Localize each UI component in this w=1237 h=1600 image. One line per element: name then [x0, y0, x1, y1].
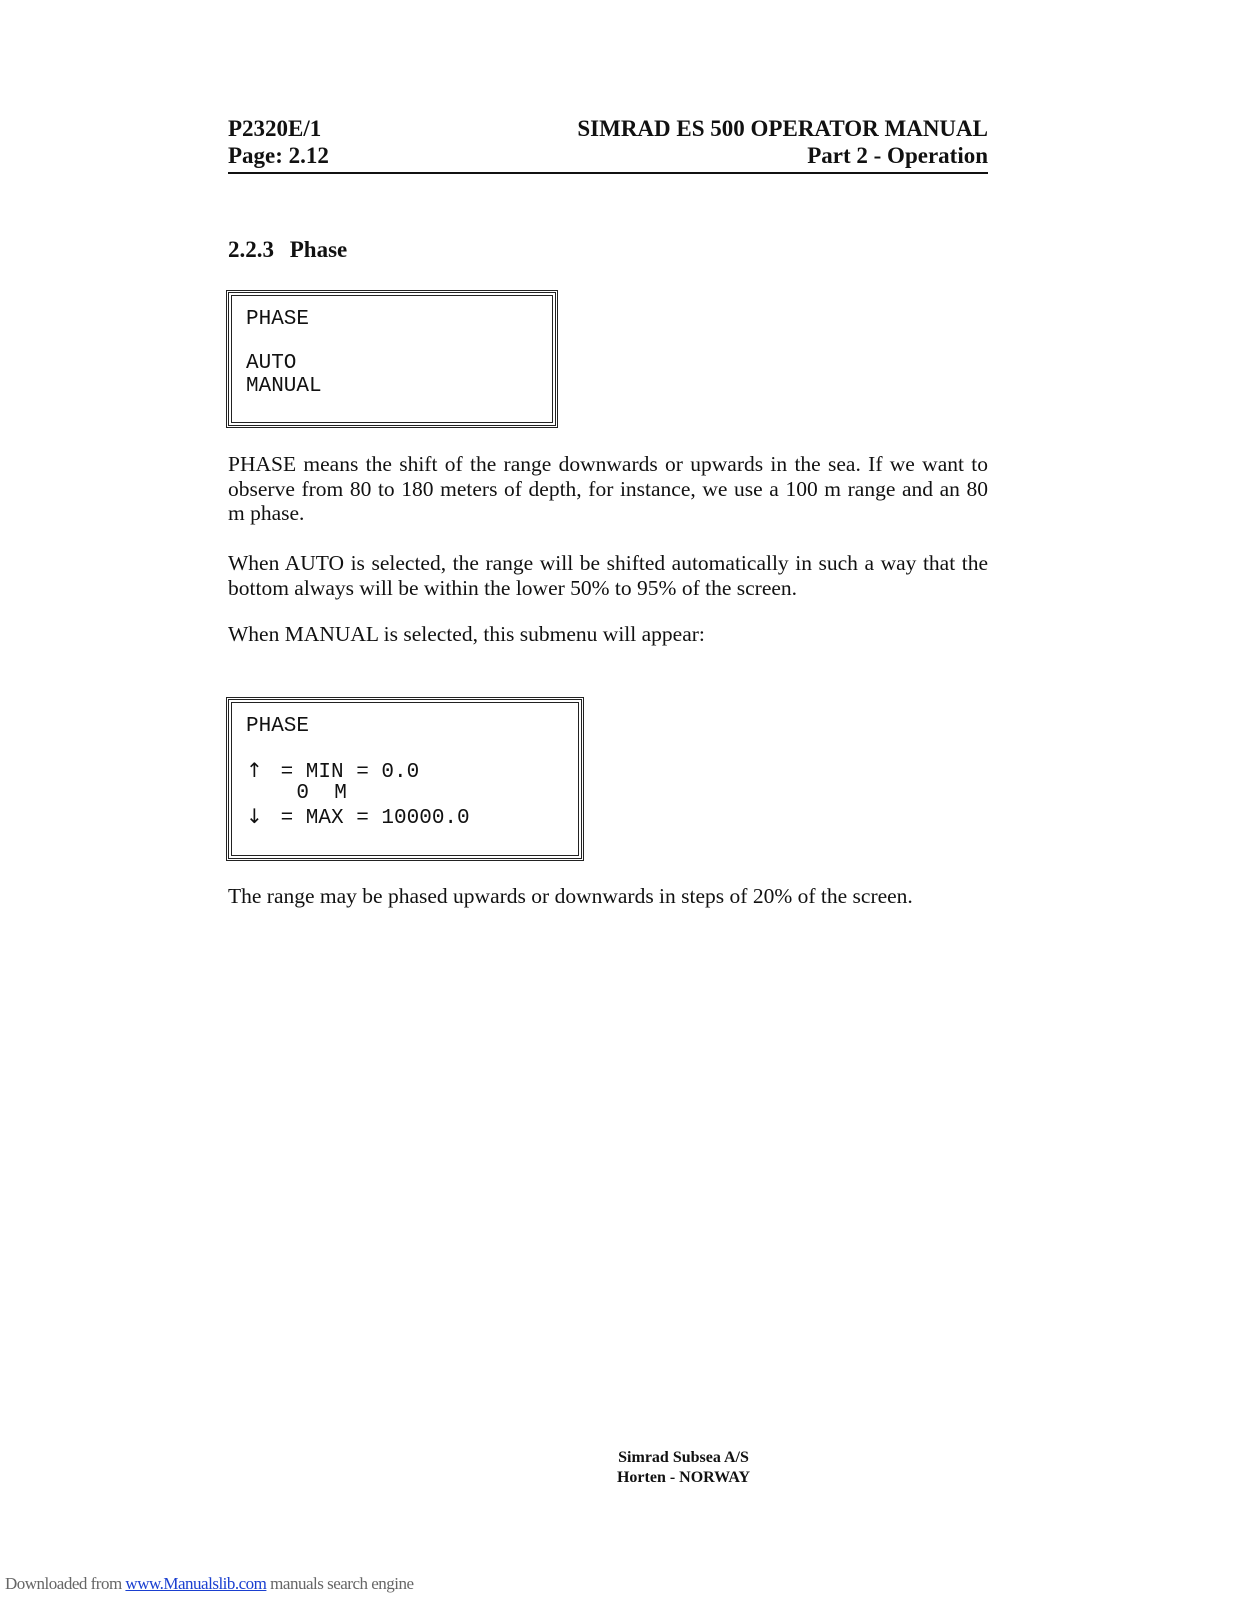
down-arrow-icon: ↓ — [246, 804, 263, 828]
menu-option-manual: MANUAL — [246, 375, 322, 398]
part-title: Part 2 - Operation — [807, 143, 988, 168]
doc-number: P2320E/1 — [228, 116, 322, 141]
paragraph-phase-definition: PHASE means the shift of the range downwards or upwards in the sea. If we want to observe from 80 to 180 meters of depth, for instance, we use a 100 m range and an 80 m phase. — [228, 452, 988, 525]
footer-location: Horten - NORWAY — [616, 1469, 751, 1486]
page-header — [228, 115, 988, 174]
paragraph-auto: When AUTO is selected, the range will be shifted automatically in such a way that the bottom always will be within the lower 50% to 95% of the screen. — [228, 551, 988, 600]
max-text: = MAX = 10000.0 — [268, 807, 470, 830]
page-footer — [0, 1448, 1237, 1488]
download-banner — [5, 1574, 414, 1594]
submenu-min-row — [246, 759, 564, 782]
submenu-title: PHASE — [246, 715, 310, 738]
menu-title: PHASE — [246, 308, 310, 331]
submenu-value-row: 0 M — [246, 782, 347, 805]
phase-menu-box — [228, 292, 556, 426]
up-arrow-icon: ↑ — [246, 758, 263, 782]
download-suffix: manuals search engine — [266, 1574, 414, 1593]
section-title: Phase — [289, 237, 348, 262]
download-prefix: Downloaded from — [5, 1574, 126, 1593]
submenu-max-row — [246, 805, 564, 828]
paragraph-manual: When MANUAL is selected, this submenu will appear: — [228, 622, 705, 646]
paragraph-steps: The range may be phased upwards or downwards in steps of 20% of the screen. — [228, 884, 913, 908]
section-number: 2.2.3 — [228, 237, 274, 262]
footer-company: Simrad Subsea A/S — [618, 1449, 749, 1466]
menu-option-auto: AUTO — [246, 352, 297, 375]
manual-title: SIMRAD ES 500 OPERATOR MANUAL — [577, 116, 988, 141]
page-label: Page: 2.12 — [228, 143, 329, 168]
manualslib-link[interactable]: www.Manualslib.com — [125, 1574, 267, 1593]
min-text: = MIN = 0.0 — [268, 761, 420, 784]
phase-submenu-box — [228, 699, 582, 859]
section-heading — [228, 237, 347, 263]
